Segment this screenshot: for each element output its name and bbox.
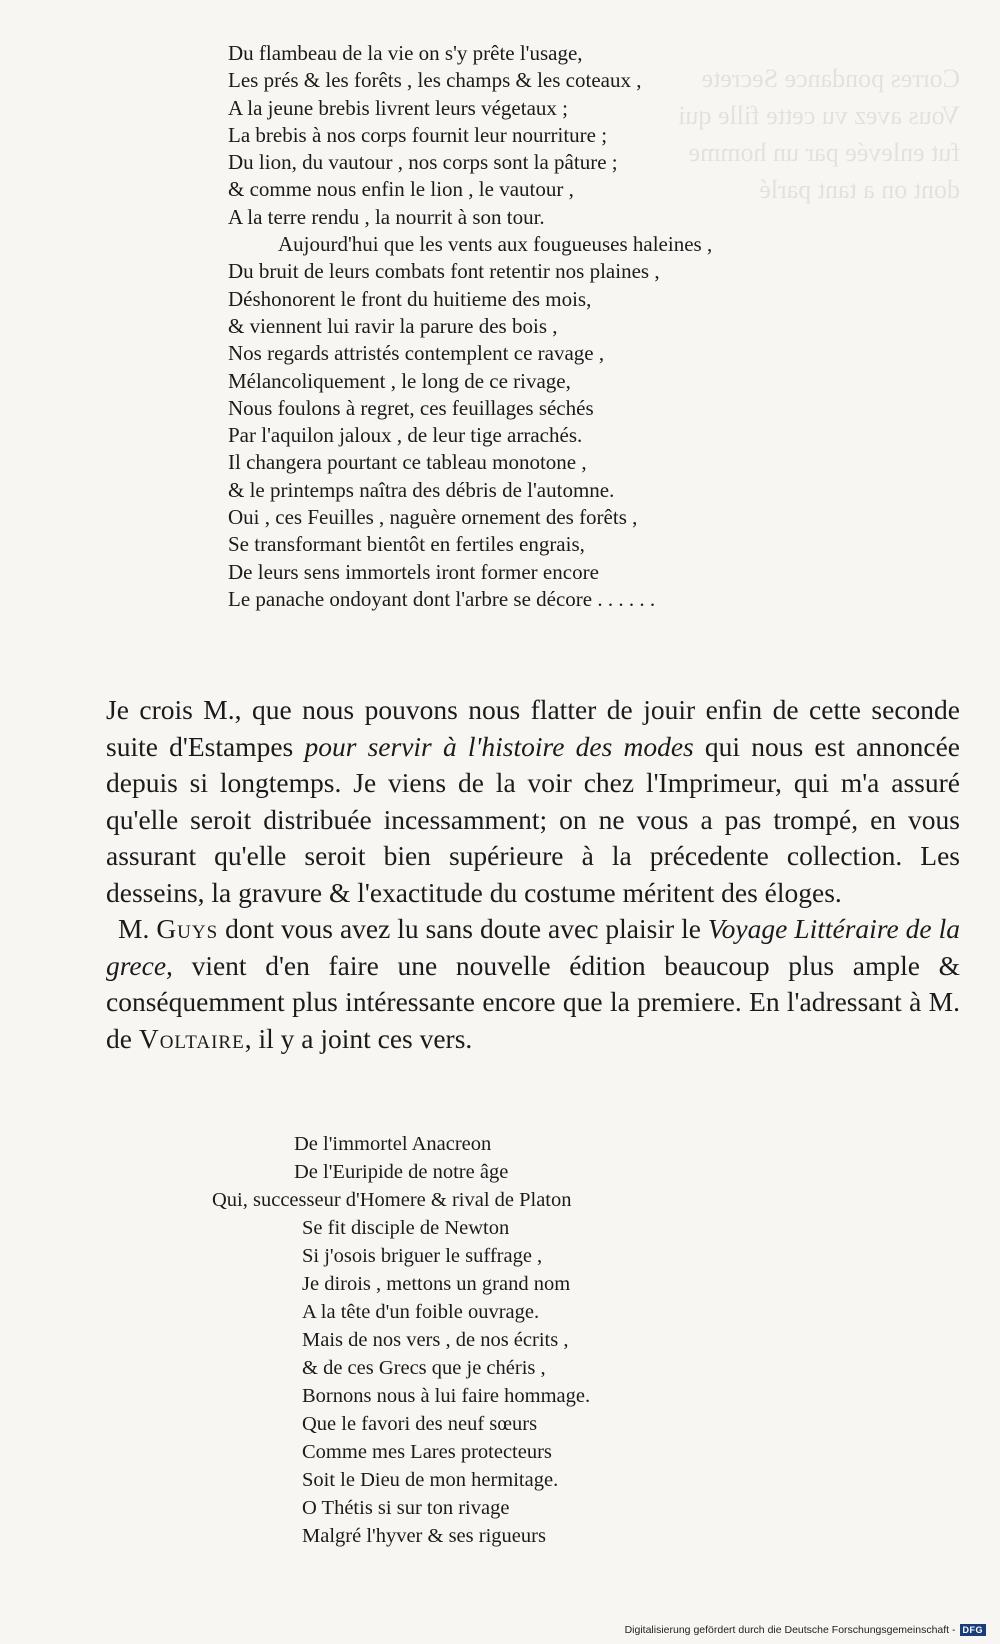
- prose-section: [106, 692, 960, 1057]
- verse-line: & de ces Grecs que je chéris ,: [302, 1357, 546, 1379]
- verse-line: Du bruit de leurs combats font retentir nos plaines ,: [228, 259, 660, 284]
- verse-line: Aujourd'hui que les vents aux fougueuses haleines ,: [278, 232, 713, 257]
- verse-line: Nos regards attristés contemplent ce ravage ,: [228, 341, 605, 366]
- verse-line: De l'Euripide de notre âge: [294, 1161, 509, 1183]
- verse-line: Par l'aquilon jaloux , de leur tige arrachés.: [228, 423, 583, 448]
- verse-line: & le printemps naîtra des débris de l'automne.: [228, 477, 615, 502]
- verse-line: Malgré l'hyver & ses rigueurs: [302, 1525, 546, 1547]
- dfg-logo-icon: DFG: [960, 1624, 987, 1636]
- verse-line: A la terre rendu , la nourrit à son tour.: [228, 204, 545, 229]
- verse-line: De l'immortel Anacreon: [294, 1133, 492, 1155]
- verse-section-1: [228, 40, 788, 613]
- verse-line: Les prés & les forêts , les champs & les coteaux ,: [228, 68, 642, 93]
- verse-line: Si j'osois briguer le suffrage ,: [302, 1245, 543, 1267]
- verse-line: A la jeune brebis livrent leurs végetaux ;: [228, 95, 568, 120]
- verse-line: A la tête d'un foible ouvrage.: [302, 1301, 540, 1323]
- verse-line: Se fit disciple de Newton: [302, 1217, 510, 1239]
- verse-line: Mélancoliquement , le long de ce rivage,: [228, 368, 571, 393]
- verse-line: Du lion, du vautour , nos corps sont la pâture ;: [228, 150, 618, 175]
- footer-credit-text: Digitalisierung gefördert durch die Deutsche Forschungsgemeinschaft -: [624, 1624, 956, 1636]
- verse-line: De leurs sens immortels iront former encore: [228, 559, 599, 584]
- verse-section-2: [212, 1130, 732, 1550]
- verse-line: Le panache ondoyant dont l'arbre se décore . . . . . .: [228, 586, 656, 611]
- verse-line: Oui , ces Feuilles , naguère ornement des forêts ,: [228, 505, 638, 530]
- verse-line: Bornons nous à lui faire hommage.: [302, 1385, 591, 1407]
- verse-line: Déshonorent le front du huitieme des mois,: [228, 286, 592, 311]
- paragraph-estampes: Je crois M., que nous pouvons nous flatter de jouir enfin de cette seconde suite d'Estampes pour servir à l'histoire des modes qui nous est annoncée depuis si longtemps. Je viens de la voir chez l'Imprimeur, qui m'a assuré qu'elle seroit distribuée incessamment; on ne vous a pas trompé, en vous assurant qu'elle seroit bien supérieure à la précedente collection. Les desseins, la gravure & l'exactitude du costume méritent des éloges.: [106, 694, 960, 908]
- verse-line: O Thétis si sur ton rivage: [302, 1497, 510, 1519]
- verse-line: Je dirois , mettons un grand nom: [302, 1273, 571, 1295]
- verse-line: Que le favori des neuf sœurs: [302, 1413, 538, 1435]
- verse-line: La brebis à nos corps fournit leur nourriture ;: [228, 122, 608, 147]
- show-through-background: Corres pondance Secrete Vous avez vu cette fille qui fut enlevée par un homme dont on a tant parlé: [678, 64, 960, 204]
- verse-line: Il changera pourtant ce tableau monotone ,: [228, 450, 587, 475]
- digitization-footer: [625, 1624, 986, 1636]
- verse-line: Qui, successeur d'Homere & rival de Platon: [212, 1189, 572, 1211]
- verse-line: Comme mes Lares protecteurs: [302, 1441, 552, 1463]
- verse-line: Soit le Dieu de mon hermitage.: [302, 1469, 559, 1491]
- paragraph-guys: M. Guys dont vous avez lu sans doute avec plaisir le Voyage Littéraire de la grece, vient d'en faire une nouvelle édition beaucoup plus ample & conséquemment plus intéressante encore que la premiere. En l'adressant à M. de Voltaire, il y a joint ces vers.: [106, 913, 960, 1054]
- verse-line: Nous foulons à regret, ces feuillages séchés: [228, 395, 594, 420]
- verse-line: Se transformant bientôt en fertiles engrais,: [228, 532, 585, 557]
- verse-line: Du flambeau de la vie on s'y prête l'usage,: [228, 41, 583, 65]
- verse-line: Mais de nos vers , de nos écrits ,: [302, 1329, 569, 1351]
- verse-line: & viennent lui ravir la parure des bois ,: [228, 313, 558, 338]
- verse-line: & comme nous enfin le lion , le vautour ,: [228, 177, 574, 202]
